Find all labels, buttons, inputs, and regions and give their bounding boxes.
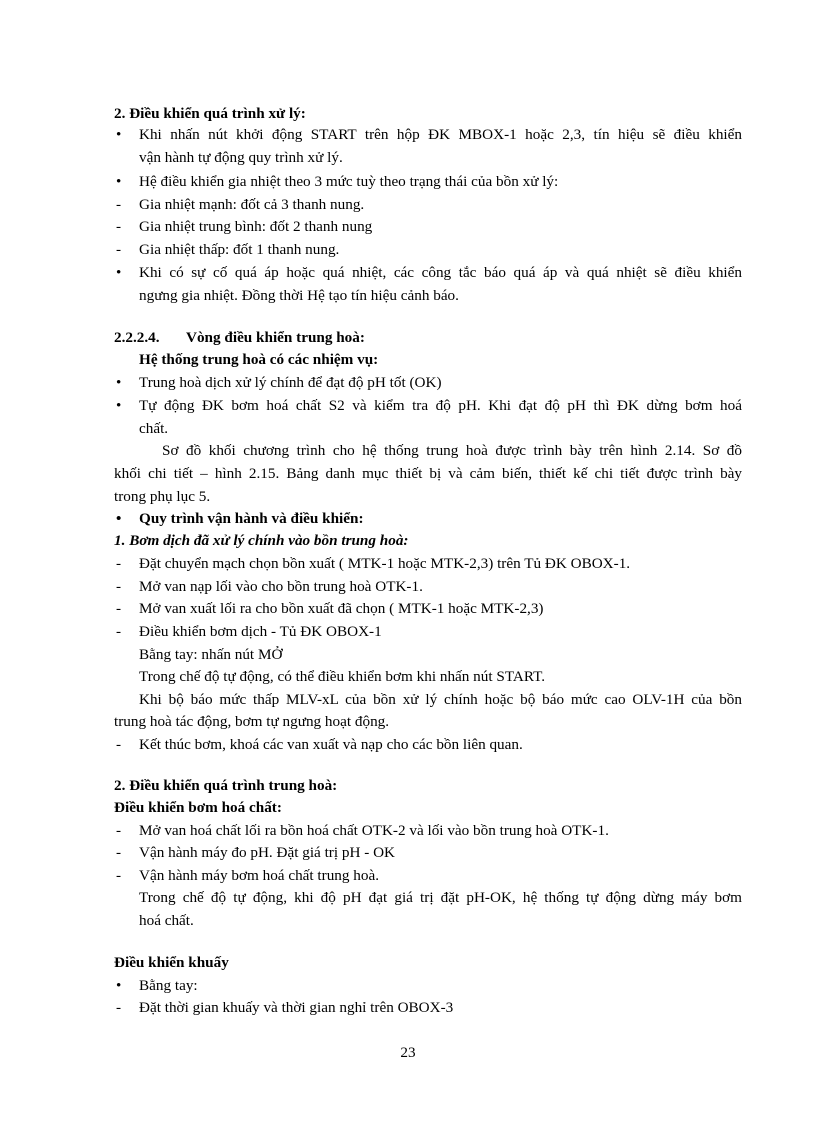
step-heading: 1. Bơm dịch đã xử lý chính vào bồn trung hoà: xyxy=(114,532,409,549)
dash-marker: - xyxy=(116,600,122,617)
indented-line: Trong chế độ tự động, có thể điều khiển bơm khi nhấn nút START. xyxy=(139,668,546,685)
page-number: 23 xyxy=(400,1044,416,1061)
section-title: Vòng điều khiển trung hoà: xyxy=(186,329,365,346)
bullet-marker: • xyxy=(116,510,122,527)
bullet-text-cont: vận hành tự động quy trình xử lý. xyxy=(139,149,343,166)
dash-text: Gia nhiệt trung bình: đốt 2 thanh nung xyxy=(139,218,373,235)
dash-text: Vận hành máy đo pH. Đặt giá trị pH - OK xyxy=(139,844,396,861)
bullet-text: Khi có sự cố quá áp hoặc quá nhiệt, các công tắc báo quá áp và quá nhiệt sẽ điều khiển xyxy=(139,264,742,281)
dash-text: Đặt thời gian khuấy và thời gian nghỉ trên OBOX-3 xyxy=(139,999,454,1016)
paragraph-line: Trong chế độ tự động, khi độ pH đạt giá trị đặt pH-OK, hệ thống tự động dừng máy bơm xyxy=(139,889,742,906)
dash-text: Gia nhiệt mạnh: đốt cả 3 thanh nung. xyxy=(139,196,365,213)
bullet-text-cont: chất. xyxy=(139,420,169,437)
bullet-text-cont: ngưng gia nhiệt. Đồng thời Hệ tạo tín hiệu cảnh báo. xyxy=(139,287,459,304)
dash-marker: - xyxy=(116,623,122,640)
dash-marker: - xyxy=(116,555,122,572)
dash-marker: - xyxy=(116,844,122,861)
bullet-text: Khi nhấn nút khởi động START trên hộp ĐK MBOX-1 hoặc 2,3, tín hiệu sẽ điều khiển xyxy=(139,126,742,143)
dash-text: Kết thúc bơm, khoá các van xuất và nạp cho các bồn liên quan. xyxy=(139,736,523,753)
dash-marker: - xyxy=(116,822,122,839)
section-heading-stirring: Điều khiển khuấy xyxy=(114,954,229,971)
paragraph-line: Sơ đồ khối chương trình cho hệ thống trung hoà được trình bày trên hình 2.14. Sơ đồ xyxy=(162,442,742,459)
paragraph-line: trong phụ lục 5. xyxy=(114,488,211,505)
dash-text: Vận hành máy bơm hoá chất trung hoà. xyxy=(139,867,379,884)
subheading: Hệ thống trung hoà có các nhiệm vụ: xyxy=(139,351,379,368)
paragraph-line: trung hoà tác động, bơm tự ngưng hoạt động. xyxy=(114,713,390,730)
bullet-text: Tự động ĐK bơm hoá chất S2 và kiểm tra độ pH. Khi đạt độ pH thì ĐK dừng bơm hoá xyxy=(139,397,742,414)
bullet-marker: • xyxy=(116,374,122,391)
bullet-marker: • xyxy=(116,397,122,414)
bullet-marker: • xyxy=(116,173,122,190)
paragraph-line: Khi bộ báo mức thấp MLV-xL của bồn xử lý chính hoặc bộ báo mức cao OLV-1H của bồn xyxy=(139,691,742,708)
section-heading-processing-control: 2. Điều khiển quá trình xử lý: xyxy=(114,105,306,122)
paragraph-line: hoá chất. xyxy=(139,912,194,929)
bullet-text: Bằng tay: xyxy=(139,977,198,994)
subheading: Điều khiển bơm hoá chất: xyxy=(114,799,282,816)
procedure-heading: Quy trình vận hành và điều khiển: xyxy=(139,510,364,527)
dash-text: Đặt chuyển mạch chọn bồn xuất ( MTK-1 hoặc MTK-2,3) trên Tủ ĐK OBOX-1. xyxy=(139,555,631,572)
dash-marker: - xyxy=(116,196,122,213)
dash-marker: - xyxy=(116,999,122,1016)
bullet-text: Hệ điều khiển gia nhiệt theo 3 mức tuỳ theo trạng thái của bồn xử lý: xyxy=(139,173,559,190)
paragraph-line: khối chi tiết – hình 2.15. Bảng danh mục thiết bị và cảm biến, thiết kế chi tiết được trình bày xyxy=(114,465,742,482)
bullet-marker: • xyxy=(116,977,122,994)
dash-marker: - xyxy=(116,241,122,258)
dash-text: Điều khiển bơm dịch - Tủ ĐK OBOX-1 xyxy=(139,623,382,640)
dash-marker: - xyxy=(116,578,122,595)
dash-marker: - xyxy=(116,218,122,235)
dash-text: Mở van nạp lối vào cho bồn trung hoà OTK-1. xyxy=(139,578,423,595)
bullet-text: Trung hoà dịch xử lý chính để đạt độ pH tốt (OK) xyxy=(139,374,442,391)
bullet-marker: • xyxy=(116,264,122,281)
bullet-marker: • xyxy=(116,126,122,143)
dash-text: Gia nhiệt thấp: đốt 1 thanh nung. xyxy=(139,241,340,258)
dash-text: Mở van xuất lối ra cho bồn xuất đã chọn ( MTK-1 hoặc MTK-2,3) xyxy=(139,600,544,617)
section-number: 2.2.2.4. xyxy=(114,329,160,346)
dash-marker: - xyxy=(116,867,122,884)
dash-marker: - xyxy=(116,736,122,753)
dash-text: Mở van hoá chất lối ra bồn hoá chất OTK-2 và lối vào bồn trung hoà OTK-1. xyxy=(139,822,609,839)
indented-line: Bằng tay: nhấn nút MỞ xyxy=(139,646,283,663)
section-heading-neutralization: 2. Điều khiển quá trình trung hoà: xyxy=(114,777,338,794)
